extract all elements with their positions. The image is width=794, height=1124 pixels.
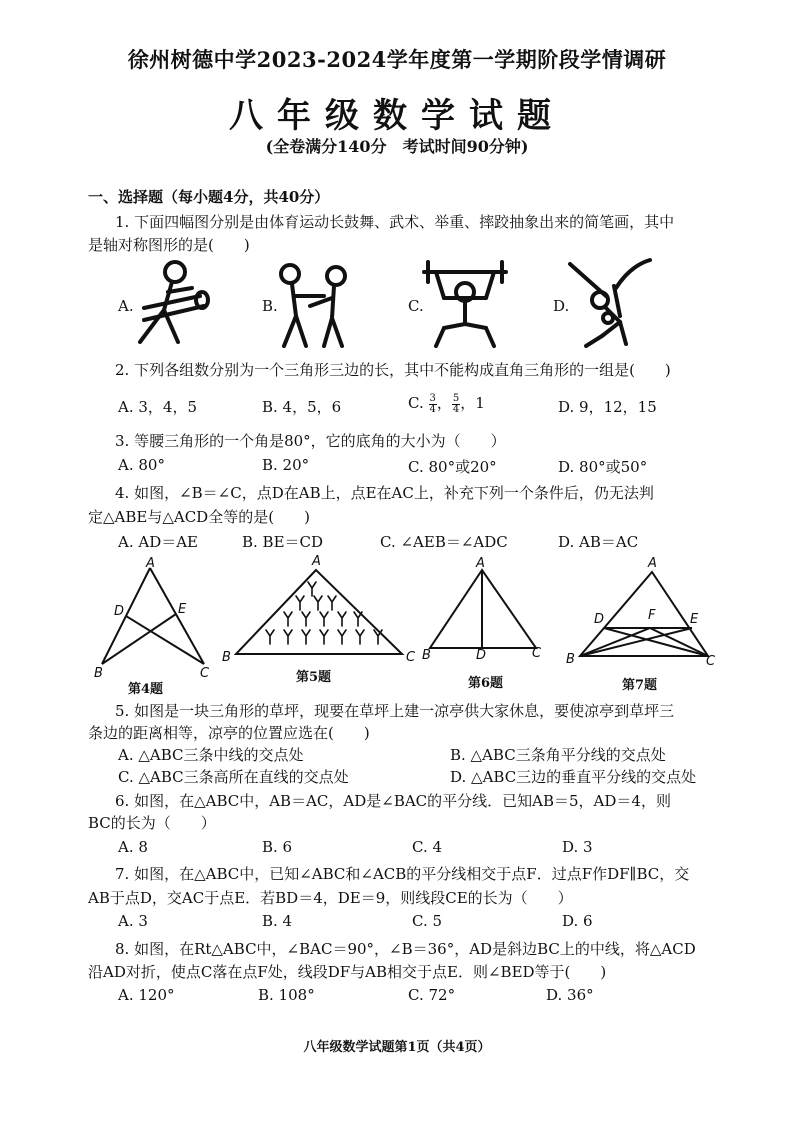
q4-option-a: A. AD＝AE [118,533,199,551]
exam-title: 八年级数学试题 [229,96,565,136]
q5-option-c: C. △ABC三条高所在直线的交点处 [118,768,349,786]
q8-option-d: D. 36° [546,986,594,1004]
fig4-point-c: C [200,666,210,681]
q1-option-c: C. [408,297,424,315]
q1-option-a: A. [118,297,134,315]
school-title: 徐州树德中学2023-2024学年度第一学期阶段学情调研 [127,47,667,72]
martial-arts-figure-icon [276,262,356,348]
figure-q5-lawn-diagram [230,566,410,658]
q8-option-c: C. 72° [408,986,456,1004]
q7-option-c: C. 5 [412,912,443,930]
q4-option-c: C. ∠AEB＝∠ADC [380,533,508,551]
q7-line2: AB于点D，交AC于点E．若BD＝4，DE＝9，则线段CE的长为（ ） [88,889,573,907]
fig4-point-e: E [178,602,187,617]
fig7-point-a: A [648,556,657,571]
q1-option-d: D. [553,297,570,315]
q6-option-b: B. 6 [262,838,293,856]
q2-option-d: D. 9，12，15 [558,398,657,416]
q2-option-c: C. $\frac{3}{4}$ ， $\frac{5}{4}$ ，1 [408,392,485,415]
figure-q4-label: 第4题 [128,682,164,697]
q8-line2: 沿AD对折，使点C落在点F处，线段DF与AB相交于点E．则∠BED等于( ) [88,963,607,981]
figure-q6-label: 第6题 [468,676,504,691]
q3-option-b: B. 20° [262,456,310,474]
fig7-point-d: D [594,612,605,627]
q5-option-d: D. △ABC三边的垂直平分线的交点处 [450,768,697,786]
q5-line1: 5. 如图是一块三角形的草坪，现要在草坪上建一凉亭供大家休息，要使凉亭到草坪三 [115,702,675,720]
q6-line1: 6. 如图，在△ABC中，AB＝AC，AD是∠BAC的平分线．已知AB＝5，AD＝4，则 [115,792,671,810]
fig5-point-a: A [312,554,321,569]
q6-option-c: C. 4 [412,838,443,856]
q2-line1: 2. 下列各组数分别为一个三角形三边的长，其中不能构成直角三角形的一组是( ) [115,361,671,379]
section-heading: 一、选择题（每小题4分，共40分） [88,188,330,206]
wrestling-figure-icon [566,256,656,348]
q8-option-a: A. 120° [118,986,175,1004]
q4-line2: 定△ABE与△ACD全等的是( ) [88,508,310,526]
q7-option-d: D. 6 [562,912,593,930]
fig5-point-b: B [222,650,231,665]
weightlifting-figure-icon [420,258,510,348]
q8-option-b: B. 108° [258,986,315,1004]
q7-option-b: B. 4 [262,912,293,930]
q5-option-a: A. △ABC三条中线的交点处 [118,746,304,764]
fig4-point-b: B [94,666,103,681]
dancer-figure-icon [130,258,220,348]
fig4-point-d: D [114,604,125,619]
q6-option-d: D. 3 [562,838,593,856]
q5-line2: 条边的距离相等，凉亭的位置应选在( ) [88,724,370,742]
q3-option-d: D. 80°或50° [558,458,648,476]
q8-line1: 8. 如图，在Rt△ABC中，∠BAC＝90°，∠B＝36°，AD是斜边BC上的中线，将△ACD [115,940,696,958]
q3-option-c: C. 80°或20° [408,458,497,476]
fig6-point-c: C [532,646,542,661]
fraction-three-quarters: $\frac{3}{4}$ [429,392,436,415]
exam-subtitle: (全卷满分140分 考试时间90分钟) [265,137,529,156]
figure-q5-label: 第5题 [296,670,332,685]
q7-line1: 7. 如图，在△ABC中，已知∠ABC和∠ACB的平分线相交于点F．过点F作DF∥BC，交 [115,865,690,883]
q1-line2: 是轴对称图形的是( ) [88,236,250,254]
q4-option-b: B. BE＝CD [242,533,324,551]
page-footer: 八年级数学试题第1页（共4页） [303,1040,491,1055]
q4-line1: 4. 如图，∠B＝∠C，点D在AB上，点E在AC上，补充下列一个条件后，仍无法判 [115,484,654,502]
fig5-point-c: C [406,650,416,665]
fig4-point-a: A [146,556,155,571]
fig6-point-a: A [476,556,485,571]
q3-line1: 3. 等腰三角形的一个角是80°，它的底角的大小为（ ） [115,432,506,450]
q4-option-d: D. AB＝AC [558,533,639,551]
q6-line2: BC的长为（ ） [88,814,216,832]
q1-line1: 1. 下面四幅图分别是由体育运动长鼓舞、武术、举重、摔跤抽象出来的简笔画，其中 [115,213,675,231]
fig7-point-c: C [706,654,716,669]
figure-q7-label: 第7题 [622,678,658,693]
q2-option-c-prefix: C. [408,394,424,412]
fig7-point-b: B [566,652,575,667]
fig7-point-f: F [648,608,656,623]
q3-option-a: A. 80° [118,456,165,474]
q5-option-b: B. △ABC三条角平分线的交点处 [450,746,666,764]
q1-option-b: B. [262,297,278,315]
fraction-five-quarters: $\frac{5}{4}$ [452,392,460,415]
fig6-point-b: B [422,648,431,663]
q6-option-a: A. 8 [118,838,148,856]
fig6-point-d: D [476,648,487,663]
q2-option-c-suffix: ，1 [460,394,485,412]
figure-q6-diagram [424,566,544,658]
q2-option-b: B. 4，5，6 [262,398,342,416]
figure-q4-diagram [94,560,214,675]
q7-option-a: A. 3 [118,912,148,930]
q2-option-a: A. 3，4，5 [118,398,197,416]
fig7-point-e: E [690,612,699,627]
